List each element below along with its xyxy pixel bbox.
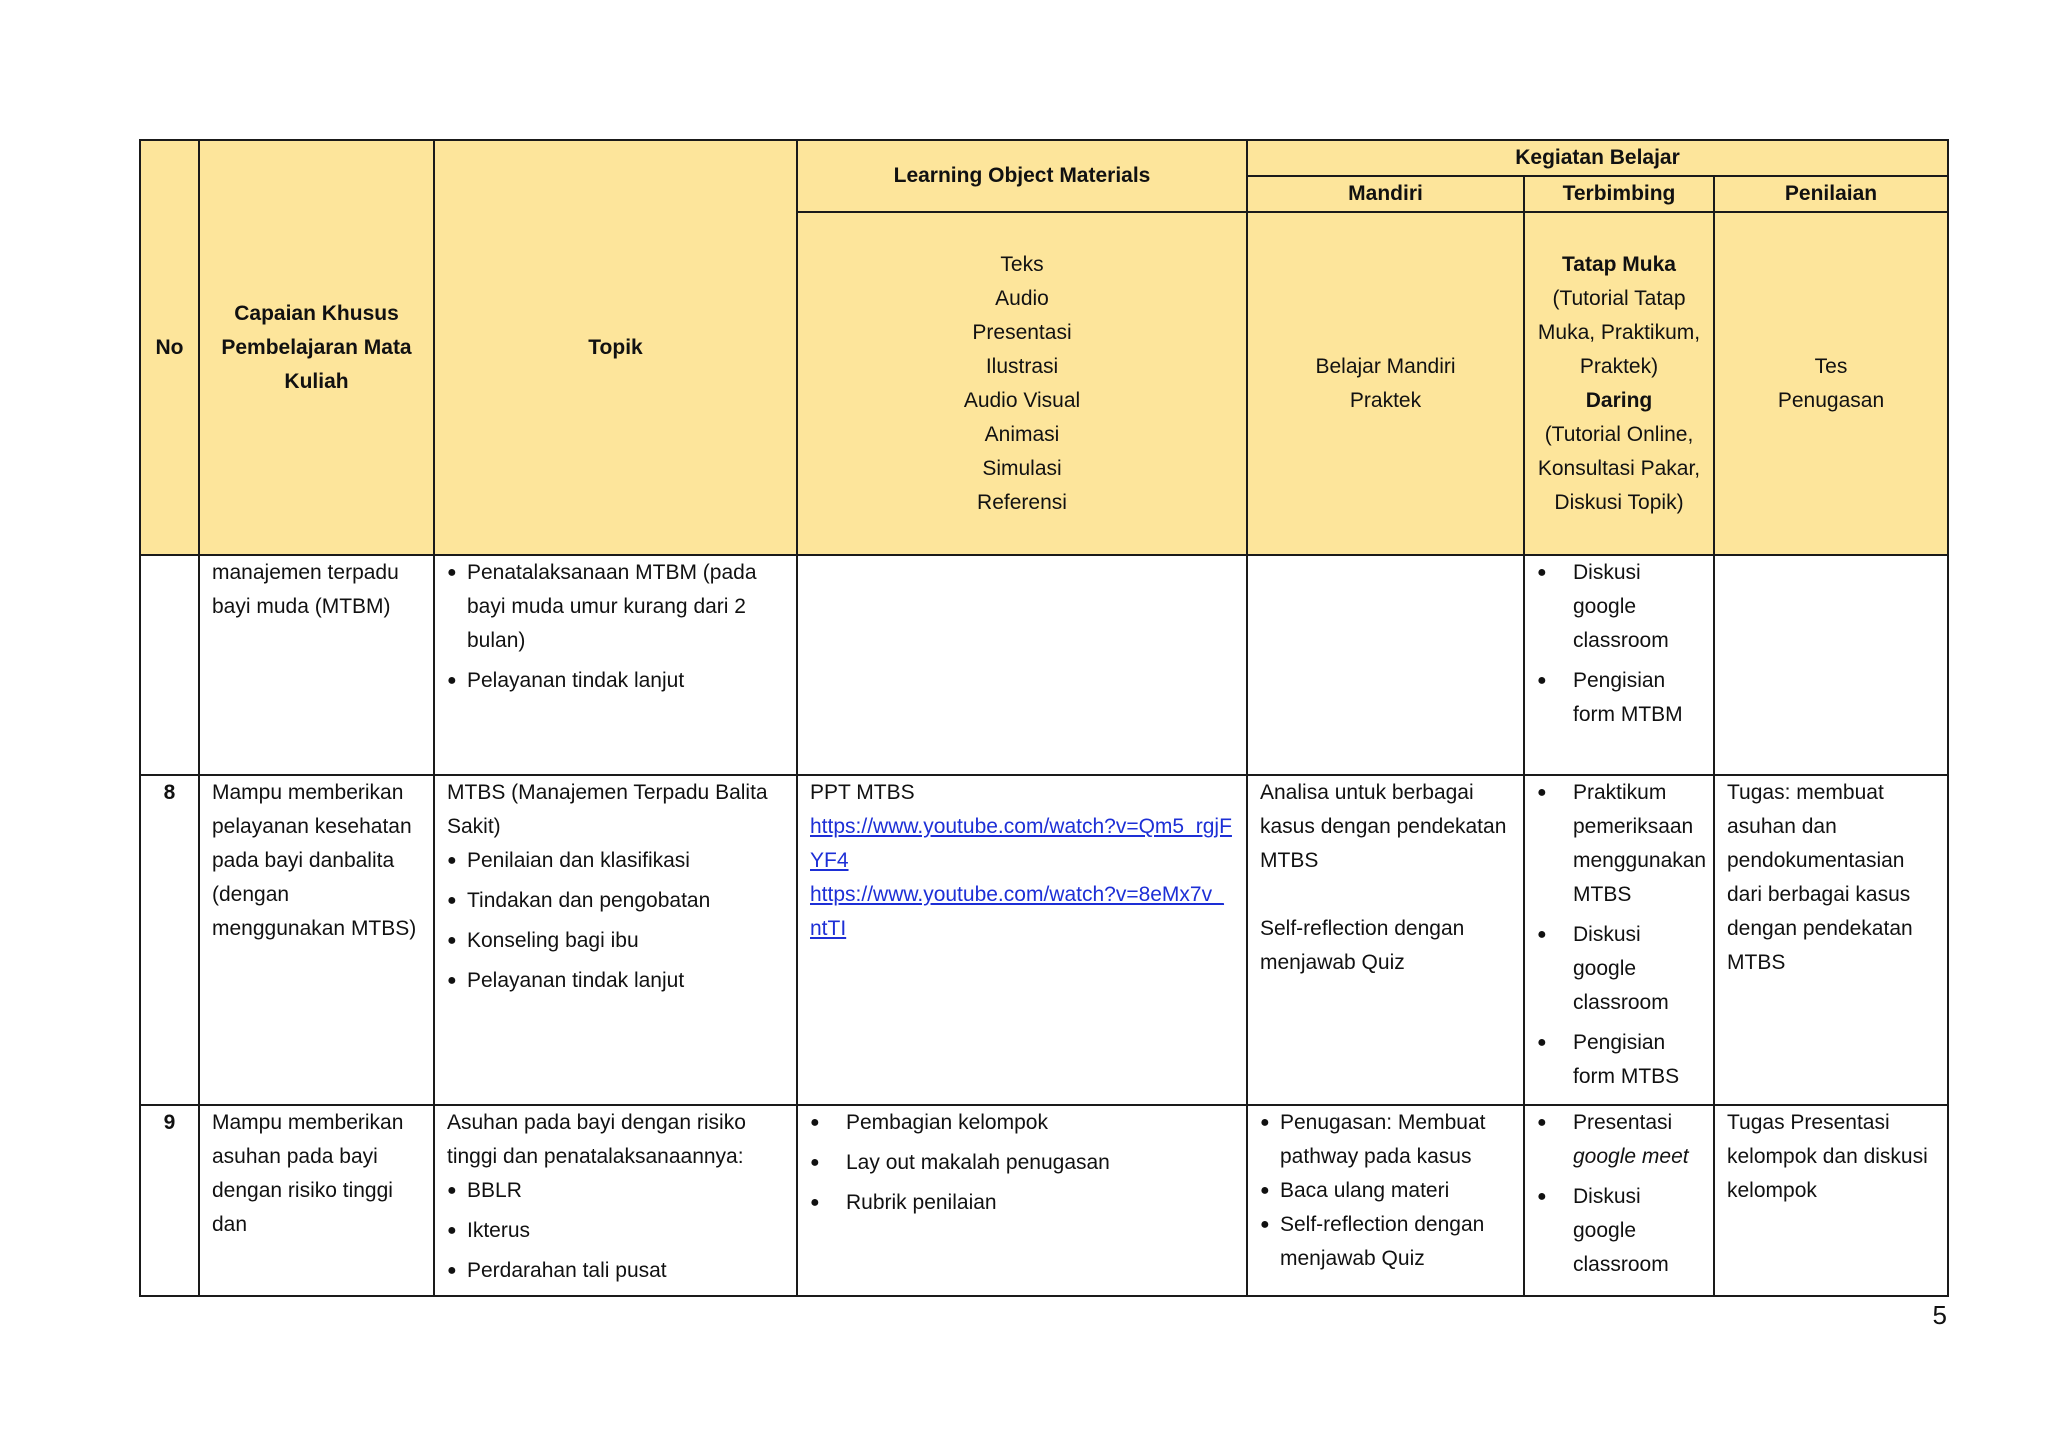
table-row (140, 555, 1948, 775)
terbimbing-cell (1524, 1105, 1714, 1296)
page-number: 5 (1932, 1300, 1947, 1330)
materials-type-list (797, 212, 1247, 555)
mandiri-item: ● Baca ulang materi (1260, 1174, 1511, 1208)
mandiri-type-list (1247, 212, 1524, 555)
materials-cell (797, 555, 1247, 775)
materials-type: Presentasi (972, 320, 1072, 344)
header-capaian: Capaian Khusus Pembelajaran Mata Kuliah (199, 140, 434, 555)
header-terbimbing: Terbimbing (1524, 176, 1714, 212)
terbimbing-item: ● Pengisian form MTBM (1537, 664, 1701, 732)
terbimbing-daring-desc: (Tutorial Online, Konsultasi Pakar, Diskusi Topik) (1537, 422, 1701, 514)
terbimbing-type-list (1524, 212, 1714, 555)
header-learning-object-materials: Learning Object Materials (797, 140, 1247, 212)
mandiri-type: Belajar Mandiri (1315, 354, 1456, 378)
topik-cell (434, 1105, 797, 1296)
terbimbing-cell (1524, 775, 1714, 1105)
terbimbing-cell (1524, 555, 1714, 775)
mandiri-item: ● Self-reflection dengan menjawab Quiz (1260, 1208, 1511, 1276)
topik-item: ● Pelayanan tindak lanjut (447, 964, 784, 998)
header-no: No (140, 140, 199, 555)
mandiri-cell (1247, 555, 1524, 775)
topik-item: ● Ikterus (447, 1214, 784, 1248)
materials-item: ● Pembagian kelompok (810, 1106, 1234, 1140)
materials-title: PPT MTBS (810, 781, 915, 804)
penilaian-cell (1714, 555, 1948, 775)
materials-type: Animasi (984, 422, 1060, 446)
penilaian-cell: Tugas Presentasi kelompok dan diskusi kelompok (1714, 1105, 1948, 1296)
materials-cell (797, 775, 1247, 1105)
topik-item: ● Pelayanan tindak lanjut (447, 664, 784, 698)
materials-type: Referensi (977, 490, 1067, 514)
materials-item: ● Lay out makalah penugasan (810, 1146, 1234, 1180)
terbimbing-item: ● Diskusi google classroom (1537, 556, 1701, 658)
mandiri-text: Self-reflection dengan menjawab Quiz (1260, 917, 1465, 974)
terbimbing-item: ● Pengisian form MTBS (1537, 1026, 1701, 1094)
topik-item: ● Tindakan dan pengobatan (447, 884, 784, 918)
table-row (140, 1105, 1948, 1296)
topik-intro: MTBS (Manajemen Terpadu Balita Sakit) (447, 781, 768, 838)
capaian-cell: manajemen terpadu bayi muda (MTBM) (199, 555, 434, 775)
terbimbing-tatap-muka-desc: (Tutorial Tatap Muka, Praktikum, Praktek) (1537, 286, 1701, 378)
capaian-cell: Mampu memberikan asuhan pada bayi dengan risiko tinggi dan (199, 1105, 434, 1296)
terbimbing-daring: Daring (1585, 388, 1653, 412)
mandiri-text: Analisa untuk berbagai kasus dengan pendekatan MTBS (1260, 781, 1507, 872)
learning-plan-table (139, 139, 1949, 1297)
mandiri-cell (1247, 1105, 1524, 1296)
terbimbing-tatap-muka: Tatap Muka (1562, 252, 1676, 276)
topik-item: ● BBLR (447, 1174, 784, 1208)
materials-type: Teks (1000, 252, 1044, 276)
topik-item: ● Perdarahan tali pusat (447, 1254, 784, 1288)
row-number: 9 (140, 1105, 199, 1296)
materials-type: Audio Visual (963, 388, 1081, 412)
row-number (140, 555, 199, 775)
terbimbing-item: ● Diskusi google classroom (1537, 1180, 1701, 1282)
materials-type: Simulasi (982, 456, 1062, 480)
topik-cell (434, 555, 797, 775)
youtube-link[interactable]: https://www.youtube.com/watch?v=Qm5_rgjFYF4 (810, 815, 1232, 872)
topik-intro: Asuhan pada bayi dengan risiko tinggi dan penatalaksanaannya: (447, 1111, 746, 1168)
materials-type: Audio (995, 286, 1049, 310)
terbimbing-item: ● Diskusi google classroom (1537, 918, 1701, 1020)
materials-cell (797, 1105, 1247, 1296)
penilaian-cell: Tugas: membuat asuhan dan pendokumentasian dari berbagai kasus dengan pendekatan MTBS (1714, 775, 1948, 1105)
penilaian-type: Penugasan (1777, 388, 1885, 412)
header-penilaian: Penilaian (1714, 176, 1948, 212)
terbimbing-item-text: ● Presentasi (1573, 1111, 1673, 1134)
row-number: 8 (140, 775, 199, 1105)
mandiri-type: Praktek (1349, 388, 1422, 412)
penilaian-type: Tes (1814, 354, 1848, 378)
topik-item: ● Penatalaksanaan MTBM (pada bayi muda umur kurang dari 2 bulan) (447, 556, 784, 658)
topik-cell (434, 775, 797, 1105)
youtube-link[interactable]: https://www.youtube.com/watch?v=8eMx7v_ntTI (810, 883, 1224, 940)
header-kegiatan-belajar: Kegiatan Belajar (1247, 140, 1948, 176)
terbimbing-item (1537, 1106, 1701, 1174)
terbimbing-item: ● Praktikum pemeriksaan menggunakan MTBS (1537, 776, 1701, 912)
materials-type: Ilustrasi (985, 354, 1059, 378)
penilaian-type-list (1714, 212, 1948, 555)
header-mandiri: Mandiri (1247, 176, 1524, 212)
capaian-cell: Mampu memberikan pelayanan kesehatan pada bayi danbalita (dengan menggunakan MTBS) (199, 775, 434, 1105)
topik-item: ● Konseling bagi ibu (447, 924, 784, 958)
table-row (140, 775, 1948, 1105)
mandiri-item: ● Penugasan: Membuat pathway pada kasus (1260, 1106, 1511, 1174)
terbimbing-item-em: google meet (1573, 1145, 1689, 1168)
header-topik: Topik (434, 140, 797, 555)
mandiri-cell (1247, 775, 1524, 1105)
materials-item: ● Rubrik penilaian (810, 1186, 1234, 1220)
topik-item: ● Penilaian dan klasifikasi (447, 844, 784, 878)
